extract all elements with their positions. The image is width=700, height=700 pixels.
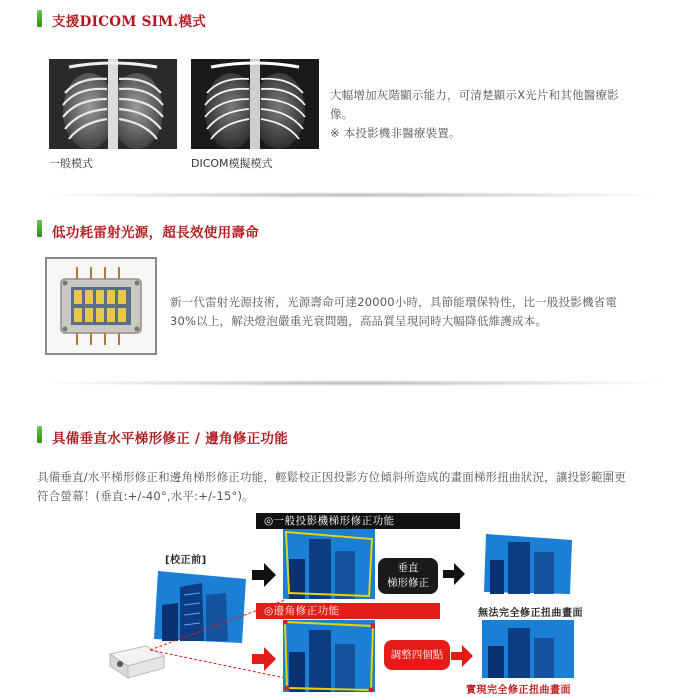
before-correction-label: [校正前] (165, 555, 207, 566)
adjust-four-points-bubble: 調整四個點 (384, 640, 450, 670)
laser-description-line1: 新一代雷射光源技術，光源壽命可達20000小時，具節能環保特性，比一般投影機省電 (170, 295, 618, 309)
section-bullet (37, 426, 42, 443)
result-complete-label: 實現完全修正扭曲畫面 (466, 685, 571, 696)
arrow-right-icon (443, 563, 465, 585)
laser-module-image (45, 257, 157, 355)
keystone-mode-tag: ◎一般投影機梯形修正功能 (256, 513, 460, 529)
keystone-description-line1: 具備垂直/水平梯形修正和邊角梯形修正功能，輕鬆校正因投影方位傾斜所造成的畫面梯形扭曲狀況，讓投影範圍更 (37, 470, 627, 484)
vertical-keystone-bubble (378, 558, 438, 594)
result-complete-image (482, 620, 574, 678)
arrow-right-red-icon (252, 647, 276, 671)
corner-correction-image (283, 620, 375, 692)
section-bullet (37, 220, 42, 237)
arrow-right-red-icon (451, 645, 473, 667)
section-title-keystone: 具備垂直水平梯形修正 / 邊角修正功能 (52, 431, 289, 447)
laser-description (170, 293, 670, 331)
keystone-description (37, 468, 667, 506)
xray-normal-image (49, 59, 177, 149)
section-title-dicom: 支援DICOM SIM.模式 (52, 14, 207, 30)
section-divider (40, 380, 665, 386)
section-title-laser: 低功耗雷射光源，超長效使用壽命 (52, 225, 259, 241)
dicom-description-line1: 大幅增加灰階顯示能力，可清楚顯示X光片和其他醫療影 (330, 88, 619, 102)
result-partial-image (482, 530, 574, 598)
corner-correction-tag: ◎邊角修正功能 (256, 603, 440, 619)
section-divider (40, 192, 665, 198)
dicom-note: ※ 本投影機非醫療裝置。 (330, 126, 461, 140)
bubble-line2: 梯形修正 (387, 577, 429, 589)
vertical-keystone-image (283, 529, 375, 599)
caption-dicom-mode: DICOM模擬模式 (191, 157, 273, 170)
laser-description-line2: 30%以上，解決燈泡嚴重光衰問題，高品質呈現同時大幅降低維護成本。 (170, 314, 548, 328)
section-bullet (37, 10, 42, 27)
result-partial-label: 無法完全修正扭曲畫面 (478, 608, 583, 619)
bubble-line1: 垂直 (397, 562, 419, 574)
caption-normal-mode: 一般模式 (49, 157, 93, 170)
dicom-description-line2: 像。 (330, 107, 354, 121)
arrow-right-icon (252, 563, 276, 587)
xray-dicom-image (191, 59, 319, 149)
keystone-description-line2: 符合螢幕！(垂直:+/-40°,水平:+/-15°)。 (37, 489, 254, 503)
dicom-description (330, 86, 660, 143)
